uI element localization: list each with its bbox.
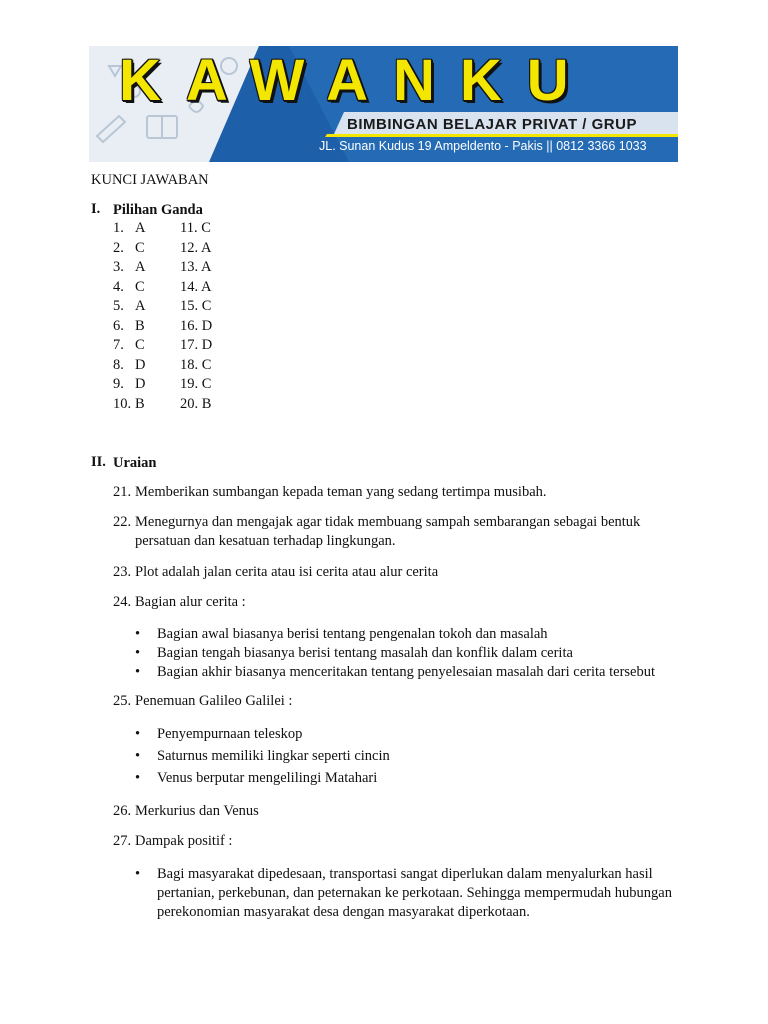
answer-number: 4. [113, 278, 124, 295]
answer-number: 6. [113, 317, 124, 334]
answer-number: 7. [113, 337, 124, 353]
answer-letter: A [135, 298, 146, 314]
bullet-text: Bagian awal biasanya berisi tentang pengenalan tokoh dan masalah [157, 626, 548, 642]
answer-letter: C [135, 337, 145, 353]
answer-text: Bagian alur cerita : [135, 594, 246, 610]
bullet-text: Penyempurnaan teleskop [157, 726, 303, 742]
answer-text: Penemuan Galileo Galilei : [135, 693, 293, 709]
answer-second-column: 15. C [180, 298, 212, 314]
bullet-icon: • [135, 748, 141, 764]
section-1-heading: Pilihan Ganda [113, 202, 203, 218]
bullet-text: Bagian tengah biasanya berisi tentang masalah dan konflik dalam cerita [157, 645, 573, 661]
answer-letter: A [135, 220, 146, 236]
answer-second-column: 20. B [180, 395, 212, 412]
answer-second-column: 19. C [180, 376, 212, 392]
answer-second-column: 11. C [180, 220, 211, 236]
bullet-icon: • [135, 664, 141, 680]
answer-letter: D [135, 376, 146, 392]
answer-letter: C [135, 278, 145, 295]
answer-second-column: 17. D [180, 337, 213, 353]
document-title: KUNCI JAWABAN [91, 172, 209, 188]
question-number: 26. [113, 803, 132, 819]
bullet-text: Saturnus memiliki lingkar seperti cincin [157, 748, 390, 764]
bullet-icon: • [135, 726, 141, 742]
bullet-icon: • [135, 645, 141, 661]
answer-number: 5. [113, 298, 124, 314]
section-2-heading: Uraian [113, 455, 157, 471]
answer-second-column: 14. A [180, 278, 212, 295]
answer-letter: B [135, 317, 145, 334]
question-number: 23. [113, 564, 132, 580]
answer-text: Dampak positif : [135, 833, 233, 849]
section-2-numeral: II. [91, 454, 106, 470]
answer-text: Merkurius dan Venus [135, 803, 259, 819]
bullet-text: Bagian akhir biasanya menceritakan tentang penyelesaian masalah dari cerita tersebut [157, 664, 656, 680]
answer-number: 1. [113, 220, 124, 236]
bullet-icon: • [135, 866, 141, 882]
banner-address: JL. Sunan Kudus 19 Ampeldento - Pakis || 0812 3366 1033 [319, 139, 647, 153]
bullet-icon: • [135, 770, 141, 786]
question-number: 24. [113, 594, 132, 610]
answer-number: 8. [113, 356, 124, 373]
answer-text: Menegurnya dan mengajak agar tidak membuang sampah sembarangan sebagai bentuk persatuan dan kesatuan terhadap lingkungan. [135, 514, 641, 549]
answer-text: Memberikan sumbangan kepada teman yang sedang tertimpa musibah. [135, 484, 547, 500]
answer-second-column: 18. C [180, 356, 212, 373]
answer-letter: A [135, 259, 146, 275]
answer-number: 9. [113, 376, 124, 392]
bullet-text: Bagi masyarakat dipedesaan, transportasi sangat diperlukan dalam menyalurkan hasil pertanian, perkebunan, dan peternakan ke perkotaan. Sehingga mempermudah hubungan perekonomian masyarakat desa dengan masyarakat diperkotaan. [157, 866, 672, 920]
answer-letter: D [135, 356, 146, 373]
answer-number: 3. [113, 259, 124, 275]
answer-text: Plot adalah jalan cerita atau isi cerita atau alur cerita [135, 564, 439, 580]
answer-letter: C [135, 239, 145, 256]
question-number: 21. [113, 484, 132, 500]
brand-logo-text: KAWANKU [119, 48, 594, 113]
answer-second-column: 12. A [180, 239, 212, 256]
answer-number: 2. [113, 239, 124, 256]
bullet-icon: • [135, 626, 141, 642]
question-number: 27. [113, 833, 132, 849]
answer-second-column: 16. D [180, 317, 213, 334]
bullet-text: Venus berputar mengelilingi Matahari [157, 770, 378, 786]
header-banner [89, 46, 678, 162]
answer-second-column: 13. A [180, 259, 212, 275]
question-number: 25. [113, 693, 132, 709]
banner-tagline: BIMBINGAN BELAJAR PRIVAT / GRUP [347, 116, 637, 133]
question-number: 22. [113, 514, 132, 530]
section-1-numeral: I. [91, 201, 101, 217]
answer-letter: B [135, 395, 145, 412]
answer-number: 10. [113, 395, 132, 412]
